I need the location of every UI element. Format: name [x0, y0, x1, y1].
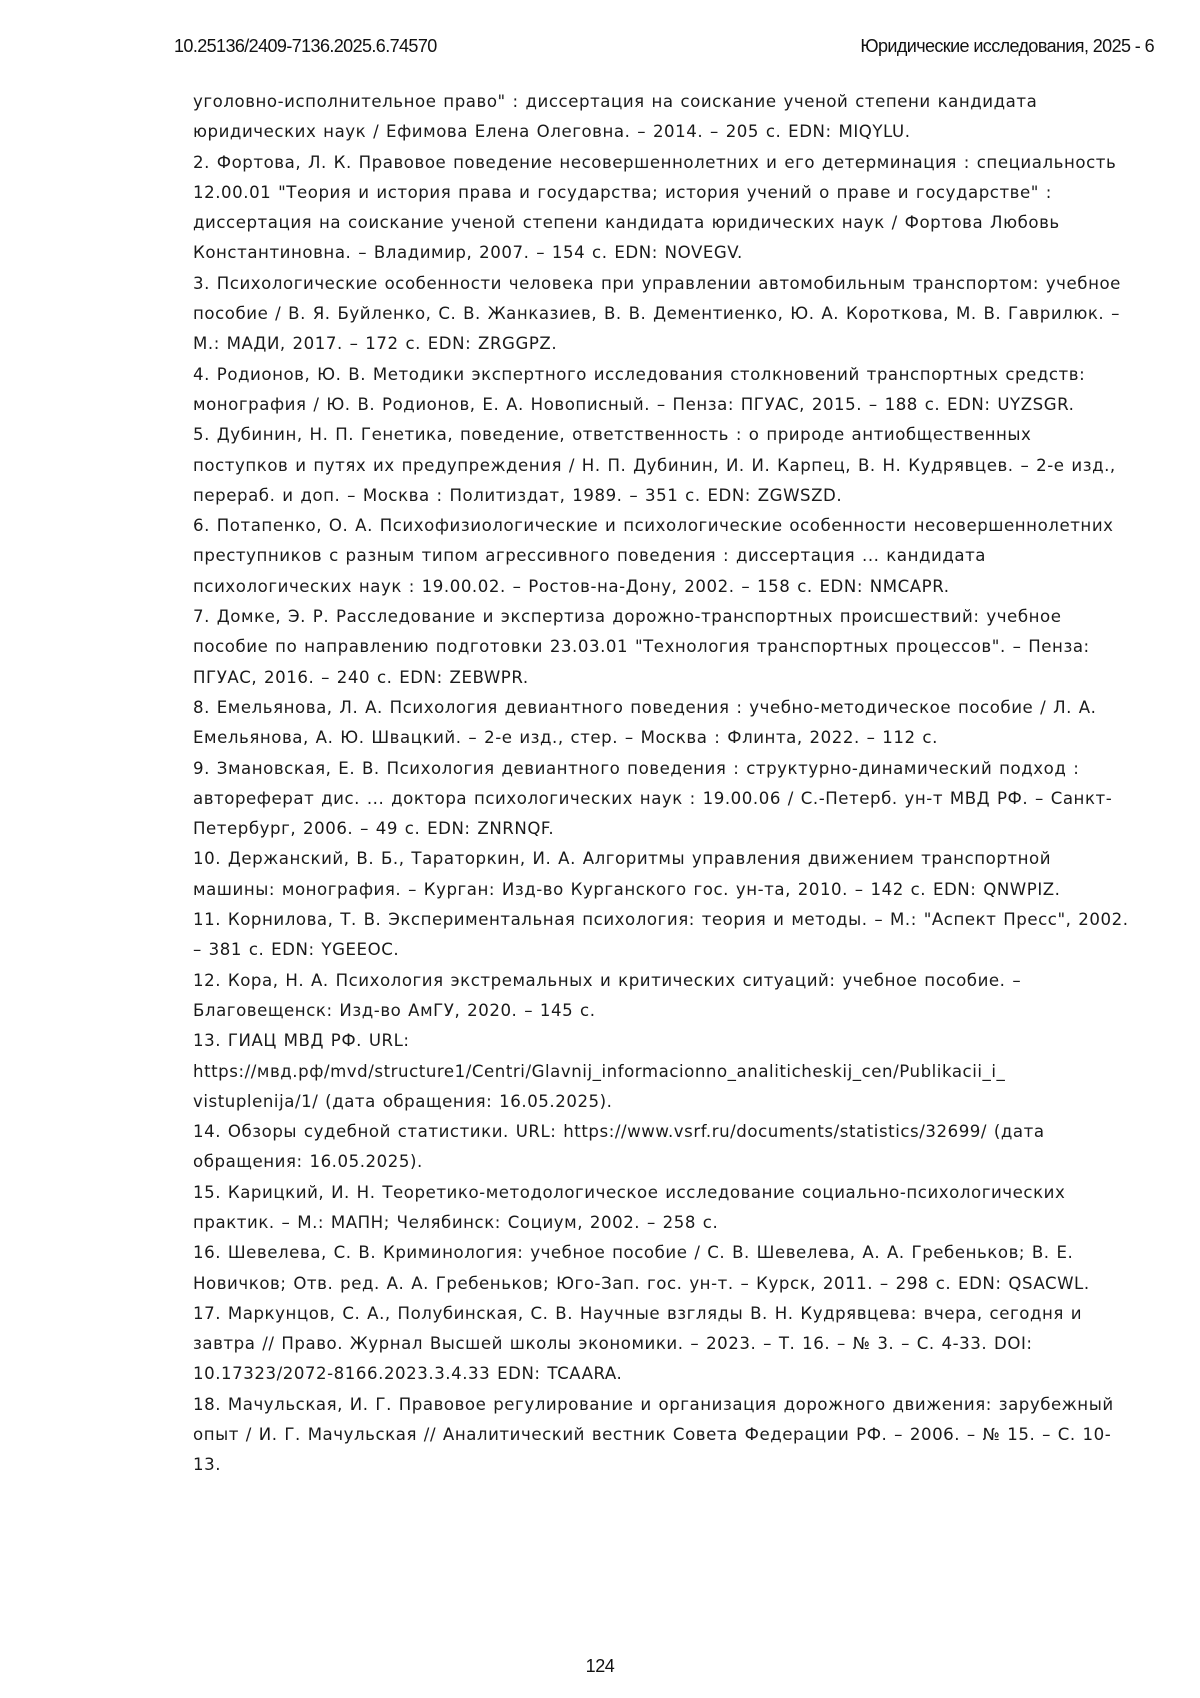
reference-entry: 13. ГИАЦ МВД РФ. URL:: [193, 1031, 410, 1051]
reference-url-line: vistuplenija/1/ (дата обращения: 16.05.2025).: [193, 1091, 613, 1111]
reference-entry: 5. Дубинин, Н. П. Генетика, поведение, ответственность : о природе антиобщественных поступков и путях их предупреждения / Н. П. Дубинин, И. И. Карпец, В. Н. Кудрявцев. – 2-е изд., перераб. и доп. – Москва : Политиздат, 1989. – 351 с. EDN: ZGWSZD.: [193, 425, 1116, 505]
reference-entry: 9. Змановская, Е. В. Психология девиантного поведения : структурно-динамический подход : автореферат дис. ... доктора психологических наук : 19.00.06 / С.-Петерб. ун-т МВД РФ. – Санкт-Петербург, 2006. – 49 с. EDN: ZNRNQF.: [193, 758, 1113, 839]
reference-entry: уголовно-исполнительное право" : диссертация на соискание ученой степени кандидата юридических наук / Ефимова Елена Олеговна. – 2014. – 205 с. EDN: MIQYLU.: [193, 92, 1038, 142]
reference-entry: 12. Кора, Н. А. Психология экстремальных и критических ситуаций: учебное пособие. – Благовещенск: Изд-во АмГУ, 2020. – 145 с.: [193, 970, 1022, 1020]
reference-entry: 6. Потапенко, О. А. Психофизиологические и психологические особенности несовершеннолетних преступников с разным типом агрессивного поведения : диссертация ... кандидата психологических наук : 19.00.02. – Ростов-на-Дону, 2002. – 158 с. EDN: NMCAPR.: [193, 516, 1114, 596]
page-number: 124: [585, 1656, 615, 1676]
reference-entry: 8. Емельянова, Л. А. Психология девиантного поведения : учебно-методическое пособие / Л. А. Емельянова, А. Ю. Швацкий. – 2-е изд., стер. – Москва : Флинта, 2022. – 112 с.: [193, 697, 1097, 748]
reference-list: [193, 87, 1131, 1481]
reference-entry: 3. Психологические особенности человека при управлении автомобильным транспортом: учебное пособие / В. Я. Буйленко, С. В. Жанказиев, В. В. Дементиенко, Ю. А. Короткова, М. В. Гаврилюк. – М.: МАДИ, 2017. – 172 с. EDN: ZRGGPZ.: [193, 273, 1121, 354]
reference-entry: 16. Шевелева, С. В. Криминология: учебное пособие / С. В. Шевелева, А. А. Гребеньков; В. Е. Новичков; Отв. ред. А. А. Гребеньков; Юго-Зап. гос. ун-т. – Курск, 2011. – 298 с. EDN: QSACWL.: [193, 1243, 1090, 1293]
reference-entry: 7. Домке, Э. Р. Расследование и экспертиза дорожно-транспортных происшествий: учебное пособие по направлению подготовки 23.03.01 "Технология транспортных процессов". – Пенза: ПГУАС, 2016. – 240 с. EDN: ZEBWPR.: [193, 607, 1090, 687]
reference-entry: 11. Корнилова, Т. В. Экспериментальная психология: теория и методы. – М.: "Аспект Пресс", 2002. – 381 с. EDN: YGEEOC.: [193, 910, 1129, 960]
reference-url-line: https://мвд.рф/mvd/structure1/Centri/Glavnij_informacionno_analiticheskij_cen/Publikacii_i_: [193, 1061, 1006, 1081]
reference-entry: 18. Мачульская, И. Г. Правовое регулирование и организация дорожного движения: зарубежный опыт / И. Г. Мачульская // Аналитический вестник Совета Федерации РФ. – 2006. – № 15. – С. 10-13.: [193, 1394, 1114, 1475]
reference-entry: 17. Маркунцов, С. А., Полубинская, С. В. Научные взгляды В. Н. Кудрявцева: вчера, сегодня и завтра // Право. Журнал Высшей школы экономики. – 2023. – Т. 16. – № 3. – С. 4-33. DOI: 10.17323/2072-8166.2023.3.4.33 EDN: TCAARA.: [193, 1303, 1083, 1384]
reference-entry: 14. Обзоры судебной статистики. URL: https://www.vsrf.ru/documents/statistics/32699/ (дата обращения: 16.05.2025).: [193, 1122, 1045, 1172]
page-header: [174, 36, 1154, 62]
article-doi: 10.25136/2409-7136.2025.6.74570: [174, 36, 437, 56]
reference-entry: 2. Фортова, Л. К. Правовое поведение несовершеннолетних и его детерминация : специальность 12.00.01 "Теория и история права и государства; история учений о праве и государстве" : диссертация на соискание ученой степени кандидата юридических наук / Фортова Любовь Константиновна. – Владимир, 2007. – 154 с. EDN: NOVEGV.: [193, 152, 1117, 263]
reference-entry: 15. Карицкий, И. Н. Теоретико-методологическое исследование социально-психологических практик. – М.: МАПН; Челябинск: Социум, 2002. – 258 с.: [193, 1182, 1066, 1232]
journal-title: Юридические исследования, 2025 - 6: [860, 36, 1154, 56]
reference-entry: 4. Родионов, Ю. В. Методики экспертного исследования столкновений транспортных средств: монография / Ю. В. Родионов, Е. А. Новописный. – Пенза: ПГУАС, 2015. – 188 с. EDN: UYZSGR.: [193, 364, 1086, 414]
reference-entry: 10. Держанский, В. Б., Тараторкин, И. А. Алгоритмы управления движением транспортной машины: монография. – Курган: Изд-во Курганского гос. ун-та, 2010. – 142 с. EDN: QNWPIZ.: [193, 849, 1061, 899]
